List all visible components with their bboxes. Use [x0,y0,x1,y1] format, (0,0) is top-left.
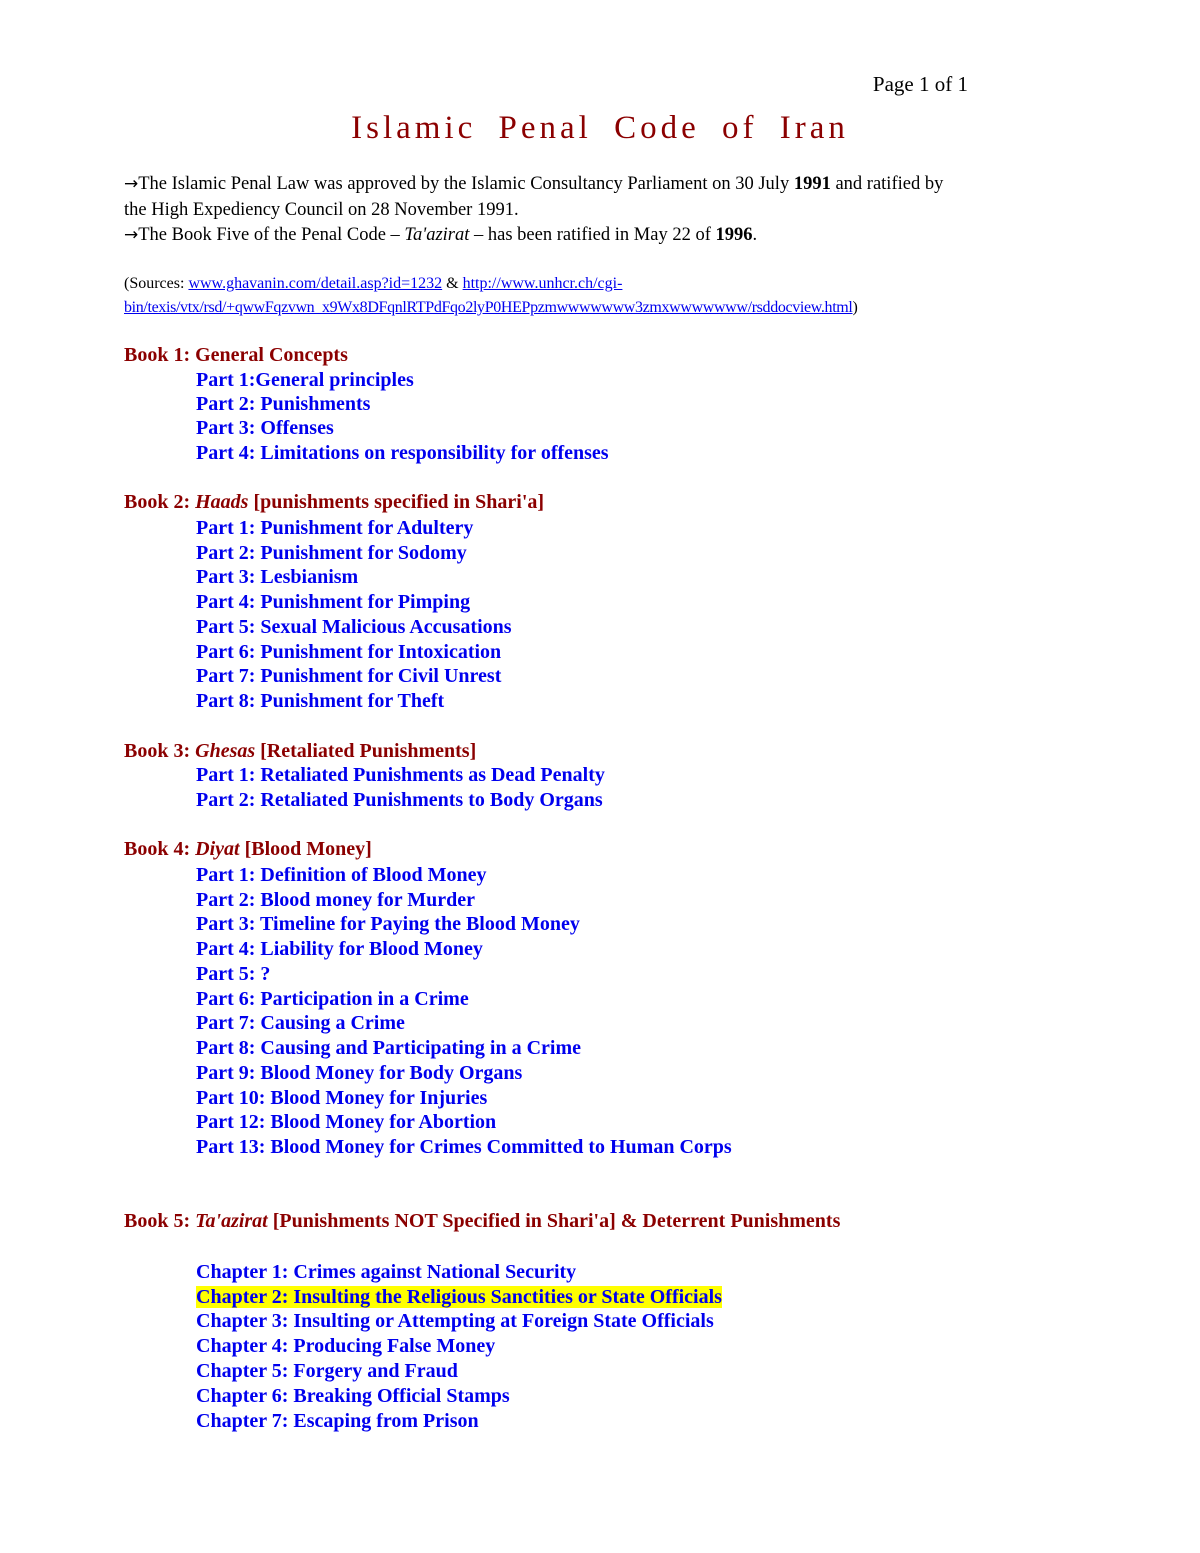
intro-line-1: →The Islamic Penal Law was approved by the Islamic Consultancy Parliament on 30 July 1991 and ratified by [124,174,944,194]
arrow-right-icon: → [124,225,139,245]
book-4-heading: Book 4: Diyat [Blood Money] [124,838,372,860]
toc-link[interactable]: Part 13: Blood Money for Crimes Committed to Human Corps [196,1136,732,1158]
toc-link[interactable]: Part 4: Punishment for Pimping [196,591,471,613]
intro-line-3: →The Book Five of the Penal Code – Ta'azirat – has been ratified in May 22 of 1996. [124,225,758,245]
toc-link[interactable]: Part 3: Lesbianism [196,566,359,588]
toc-link[interactable]: Chapter 7: Escaping from Prison [196,1410,479,1432]
toc-link[interactable]: Part 4: Liability for Blood Money [196,938,483,960]
toc-link[interactable]: Part 3: Offenses [196,417,334,439]
toc-link[interactable]: Part 1: Definition of Blood Money [196,864,487,886]
toc-link[interactable]: Part 5: ? [196,963,271,985]
toc-link[interactable]: Chapter 3: Insulting or Attempting at Foreign State Officials [196,1310,714,1332]
toc-link[interactable]: Part 8: Causing and Participating in a Crime [196,1037,581,1059]
toc-link[interactable]: Part 4: Limitations on responsibility for offenses [196,442,609,464]
toc-link[interactable]: Chapter 1: Crimes against National Security [196,1261,577,1283]
source-link-ghavanin[interactable]: www.ghavanin.com/detail.asp?id=1232 [188,275,443,292]
toc-link[interactable]: Part 2: Retaliated Punishments to Body Organs [196,789,603,811]
document-title: Islamic Penal Code of Iran [351,110,849,146]
book-3-heading: Book 3: Ghesas [Retaliated Punishments] [124,740,477,762]
sources-line-2: bin/texis/vtx/rsd/+qwwFqzvwn_x9Wx8DFqnlRTPdFqo2lyP0HEPpzmwwwwwww3zmxwwwwwww/rsddocview.html) [124,299,858,316]
toc-link[interactable]: Part 2: Punishment for Sodomy [196,542,467,564]
arrow-right-icon: → [124,174,139,194]
book-2-heading: Book 2: Haads [punishments specified in Shari'a] [124,491,545,513]
intro-line-2: the High Expediency Council on 28 November 1991. [124,200,519,220]
toc-link[interactable]: Part 1: Punishment for Adultery [196,517,474,539]
source-link-unhcr[interactable]: http://www.unhcr.ch/cgi- [462,275,623,292]
sources-line-1: (Sources: www.ghavanin.com/detail.asp?id=1232 & http://www.unhcr.ch/cgi- [124,275,623,292]
source-link-unhcr-cont[interactable]: bin/texis/vtx/rsd/+qwwFqzvwn_x9Wx8DFqnlRTPdFqo2lyP0HEPpzmwwwwwww3zmxwwwwwww/rsddocview.html [124,299,853,316]
toc-link[interactable]: Chapter 4: Producing False Money [196,1335,496,1357]
toc-link[interactable]: Part 1:General principles [196,369,414,391]
toc-link[interactable]: Part 6: Participation in a Crime [196,988,469,1010]
toc-link[interactable]: Part 9: Blood Money for Body Organs [196,1062,523,1084]
toc-link-highlighted[interactable]: Chapter 2: Insulting the Religious Sanctities or State Officials [196,1286,722,1308]
toc-link[interactable]: Part 3: Timeline for Paying the Blood Money [196,913,580,935]
toc-link[interactable]: Part 6: Punishment for Intoxication [196,641,502,663]
toc-link[interactable]: Part 5: Sexual Malicious Accusations [196,616,512,638]
toc-link[interactable]: Chapter 5: Forgery and Fraud [196,1360,458,1382]
toc-link[interactable]: Part 8: Punishment for Theft [196,690,445,712]
toc-link[interactable]: Part 12: Blood Money for Abortion [196,1111,497,1133]
toc-link[interactable]: Chapter 6: Breaking Official Stamps [196,1385,510,1407]
book-1-heading: Book 1: General Concepts [124,344,348,366]
toc-link[interactable]: Part 2: Punishments [196,393,371,415]
toc-link[interactable]: Part 10: Blood Money for Injuries [196,1087,488,1109]
book-5-heading: Book 5: Ta'azirat [Punishments NOT Specified in Shari'a] & Deterrent Punishments [124,1210,841,1232]
toc-link[interactable]: Part 7: Causing a Crime [196,1012,405,1034]
toc-link[interactable]: Part 7: Punishment for Civil Unrest [196,665,502,687]
toc-link[interactable]: Part 1: Retaliated Punishments as Dead Penalty [196,764,605,786]
toc-link[interactable]: Part 2: Blood money for Murder [196,889,476,911]
page-number: Page 1 of 1 [872,72,968,96]
